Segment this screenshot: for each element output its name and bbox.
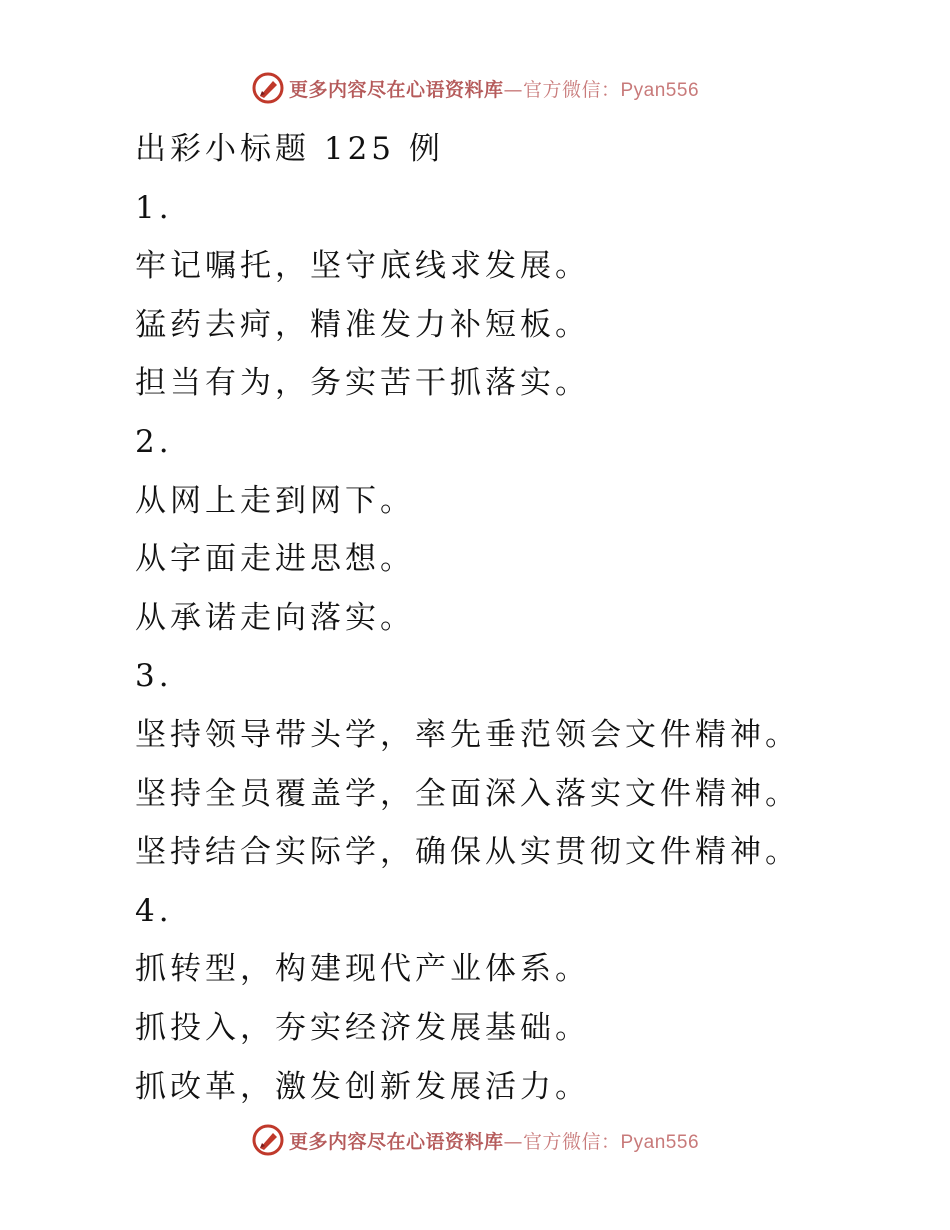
text-line: 抓投入，夯实经济发展基础。 xyxy=(135,1009,590,1046)
logo-pen-icon xyxy=(251,71,285,105)
footer-watermark-banner xyxy=(0,1120,950,1160)
text-line: 坚持结合实际学，确保从实贯彻文件精神。 xyxy=(135,834,800,871)
header-watermark-banner xyxy=(0,68,950,108)
banner-text: 更多内容尽在心语资料库—官方微信：Pyan556 xyxy=(288,78,700,101)
section-number: 1. xyxy=(135,189,173,226)
document-body xyxy=(135,120,915,1116)
text-line: 从承诺走向落实。 xyxy=(135,599,415,636)
text-line: 坚持全员覆盖学，全面深入落实文件精神。 xyxy=(135,775,800,812)
section-number: 2. xyxy=(135,423,173,460)
text-line: 牢记嘱托，坚守底线求发展。 xyxy=(135,248,590,285)
text-line: 从字面走进思想。 xyxy=(135,541,415,578)
logo-pen-icon xyxy=(251,1123,285,1157)
text-line: 坚持领导带头学，率先垂范领会文件精神。 xyxy=(135,716,800,753)
text-line: 从网上走到网下。 xyxy=(135,482,415,519)
section-number: 3. xyxy=(135,658,173,695)
banner-text: 更多内容尽在心语资料库—官方微信：Pyan556 xyxy=(288,1130,700,1153)
text-line: 抓改革，激发创新发展活力。 xyxy=(135,1068,590,1105)
document-title: 出彩小标题 125 例 xyxy=(135,131,444,167)
text-line: 抓转型，构建现代产业体系。 xyxy=(135,951,590,988)
text-line: 担当有为，务实苦干抓落实。 xyxy=(135,365,590,402)
section-number: 4. xyxy=(135,892,173,929)
text-line: 猛药去疴，精准发力补短板。 xyxy=(135,306,590,343)
